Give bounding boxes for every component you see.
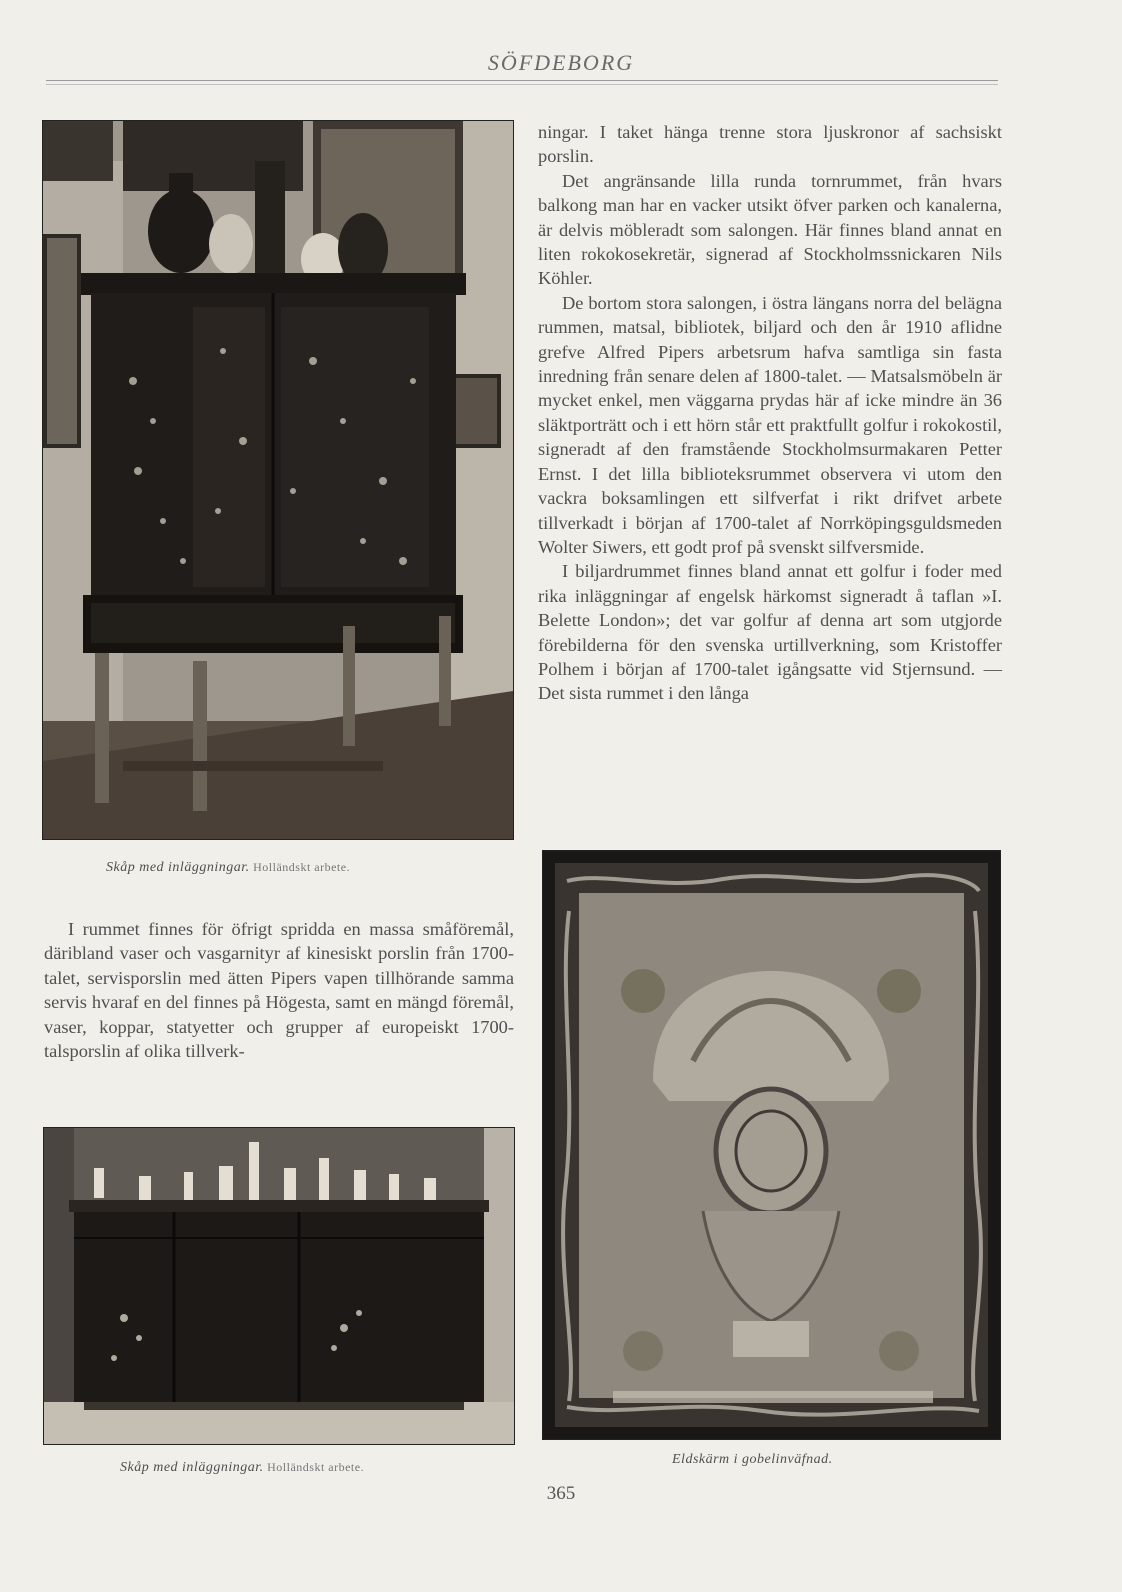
page-number: 365 bbox=[546, 1483, 576, 1504]
running-title: SÖFDEBORG bbox=[487, 50, 635, 75]
caption-italic: Skåp med inläggningar. bbox=[120, 1460, 264, 1475]
header-rule bbox=[46, 80, 998, 81]
paragraph: I rummet finnes för öfrigt spridda en massa småföremål, däribland vaser och vasgarnityr af kinesiskt porslin från 1700-talet, servisporslin med ätten Pipers vapen tillhörande samma servis hvaraf en del finnes på Högesta, samt en mängd föremål, vaser, koppar, statyetter och grupper af europeiskt 1700-talsporslin af olika tillverk- bbox=[44, 919, 514, 1062]
paragraph: De bortom stora salongen, i östra längans norra del belägna rummen, matsal, bibliotek, biljard och den år 1910 aflidne grefve Alfred Pipers arbetsrum hafva samtliga sin fasta inredning från senare delen af 1800-talet. — Matsalsmöbeln är mycket enkel, men väggarna prydas här af icke mindre än 36 släktporträtt och i ett hörn står ett praktfullt golfur i rokokostil, signeradt af den framstående Stockholmsurmakaren Petter Ernst. I det lilla biblioteksrummet observera vi utom den vackra boksamlingen ett silfverfat i rikt drifvet arbete tillverkadt i början af 1700-talet af Norrköpingsguldsmeden Wolter Siwers, ett godt prof på svenskt silfversmide. bbox=[538, 292, 1002, 557]
header-rule-thin bbox=[46, 84, 998, 85]
figure-caption-tapestry bbox=[672, 1452, 833, 1468]
paragraph: ningar. I taket hänga trenne stora ljuskronor af sachsiskt porslin. bbox=[538, 122, 1002, 167]
figure-caption-sideboard bbox=[120, 1460, 364, 1476]
sideboard-illustration bbox=[44, 1128, 514, 1444]
paragraph: I biljardrummet finnes bland annat ett golfur i foder med rika inläggningar af engelsk härkomst signeradt å taflan »I. Belette London»; det var golfur af denna art som utgjorde förebilderna för den svenska urtillverkning, som Kristoffer Polhem i början af 1700-talet igångsatte vid Stjernsund. — Det sista rummet i den långa bbox=[538, 561, 1002, 704]
caption-roman: Holländskt arbete. bbox=[267, 1460, 365, 1474]
caption-italic: Skåp med inläggningar. bbox=[106, 860, 250, 875]
sideboard-photo bbox=[43, 1127, 515, 1445]
caption-italic: Eldskärm i gobelinväfnad. bbox=[672, 1452, 833, 1467]
cabinet-illustration bbox=[43, 121, 513, 839]
tapestry-photo bbox=[542, 850, 1001, 1440]
left-column-text bbox=[44, 917, 514, 1063]
figure-caption-cabinet bbox=[106, 860, 350, 876]
caption-roman: Holländskt arbete. bbox=[253, 860, 351, 874]
cabinet-photo bbox=[42, 120, 514, 840]
paragraph: Det angränsande lilla runda tornrummet, från hvars balkong man har en vacker utsikt öfver parken och kanalerna, är delvis möbleradt som salongen. Här finnes bland annat en liten rokokosekretär, signerad af Stockholmssnickaren Nils Köhler. bbox=[538, 170, 1002, 289]
right-column-text bbox=[538, 120, 1002, 706]
tapestry-illustration bbox=[543, 851, 1000, 1439]
